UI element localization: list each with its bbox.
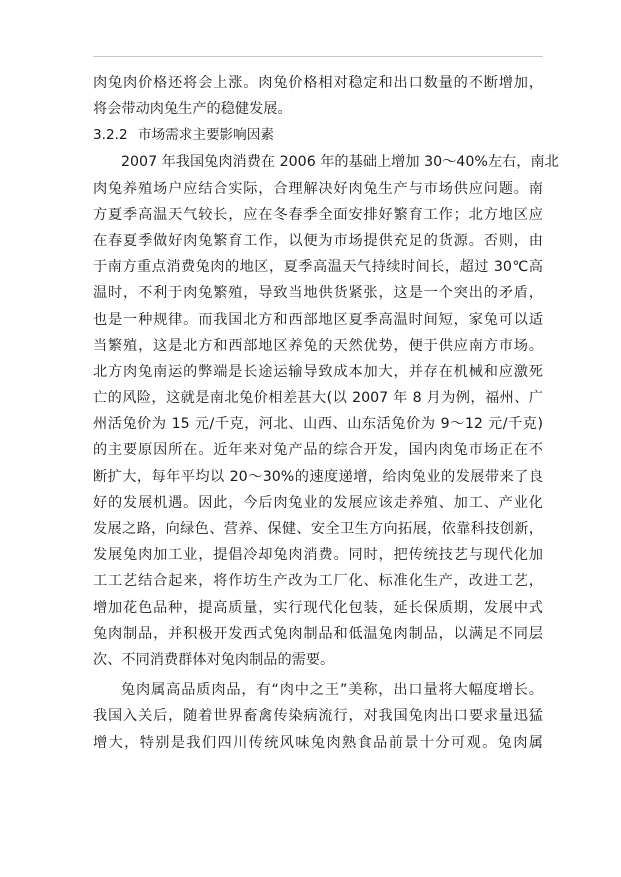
text-line: 兔肉制品，并积极开发西式兔肉制品和低温兔肉制品，以满足不同层: [93, 625, 543, 642]
intro-paragraph: [93, 70, 543, 122]
text-line: 于南方重点消费兔肉的地区，夏季高温天气持续时间长，超过 30℃高: [93, 259, 543, 276]
text-line: 工工艺结合起来，将作坊生产改为工厂化、标准化生产，改进工艺，: [93, 573, 543, 590]
text-line: 温时，不利于肉兔繁殖，导致当地供货紧张，这是一个突出的矛盾，: [93, 285, 543, 302]
text-line: 也是一种规律。而我国北方和西部地区夏季高温时间短，家兔可以适: [93, 311, 543, 328]
text-line: 2007 年我国兔肉消费在 2006 年的基础上增加 30～40%左右，南北: [121, 154, 559, 171]
text-line: 好的发展机遇。因此，今后肉兔业的发展应该走养殖、加工、产业化: [93, 494, 543, 511]
section-title: 市场需求主要影响因素: [138, 127, 274, 144]
document-page: [93, 70, 559, 756]
text-line: 增大，特别是我们四川传统风味兔肉熟食品前景十分可观。兔肉属: [93, 734, 543, 751]
text-line: 当繁殖，这是北方和西部地区养兔的天然优势，便于供应南方市场。: [93, 337, 543, 354]
text-line: 增加花色品种，提高质量，实行现代化包装，延长保质期，发展中式: [93, 599, 543, 616]
text-line: 断扩大，每年平均以 20～30%的速度递增，给肉兔业的发展带来了良: [93, 468, 543, 485]
text-line: 肉兔肉价格还将会上涨。肉兔价格相对稳定和出口数量的不断增加，: [93, 75, 543, 91]
header-rule: [93, 56, 543, 57]
text-line: 亡的风险，这就是南北兔价相差甚大(以 2007 年 8 月为例，福州、广: [93, 390, 543, 407]
text-line: 将会带动肉兔生产的稳健发展。: [93, 101, 292, 118]
text-line: 我国入关后，随着世界畜禽传染病流行，对我国兔肉出口要求量迅猛: [93, 708, 543, 725]
text-line: 发展兔肉加工业，提倡冷却兔肉消费。同时，把传统技艺与现代化加: [93, 547, 543, 564]
text-line: 北方肉兔南运的弊端是长途运输导致成本加大，并存在机械和应激死: [93, 363, 543, 380]
paragraph-export: [93, 677, 543, 756]
section-number: 3.2.2: [93, 127, 128, 144]
paragraph-market-demand: [93, 149, 559, 673]
text-line: 兔肉属高品质肉品，有“肉中之王”美称，出口量将大幅度增长。: [121, 682, 543, 699]
text-line: 发展之路，向绿色、营养、保健、安全卫生方向拓展，依靠科技创新，: [93, 521, 543, 537]
text-line: 州活兔价为 15 元/千克，河北、山西、山东活兔价为 9～12 元/千克): [93, 416, 543, 433]
section-heading: [93, 123, 543, 147]
text-line: 肉兔养殖场户应结合实际，合理解决好肉兔生产与市场供应问题。南: [93, 180, 543, 197]
text-line: 次、不同消费群体对兔肉制品的需要。: [93, 651, 335, 668]
text-line: 的主要原因所在。近年来对兔产品的综合开发，国内肉兔市场正在不: [93, 442, 543, 459]
text-line: 在春夏季做好肉兔繁育工作，以便为市场提供充足的货源。否则，由: [93, 232, 543, 249]
text-line: 方夏季高温天气较长，应在冬春季全面安排好繁育工作；北方地区应: [93, 206, 543, 223]
